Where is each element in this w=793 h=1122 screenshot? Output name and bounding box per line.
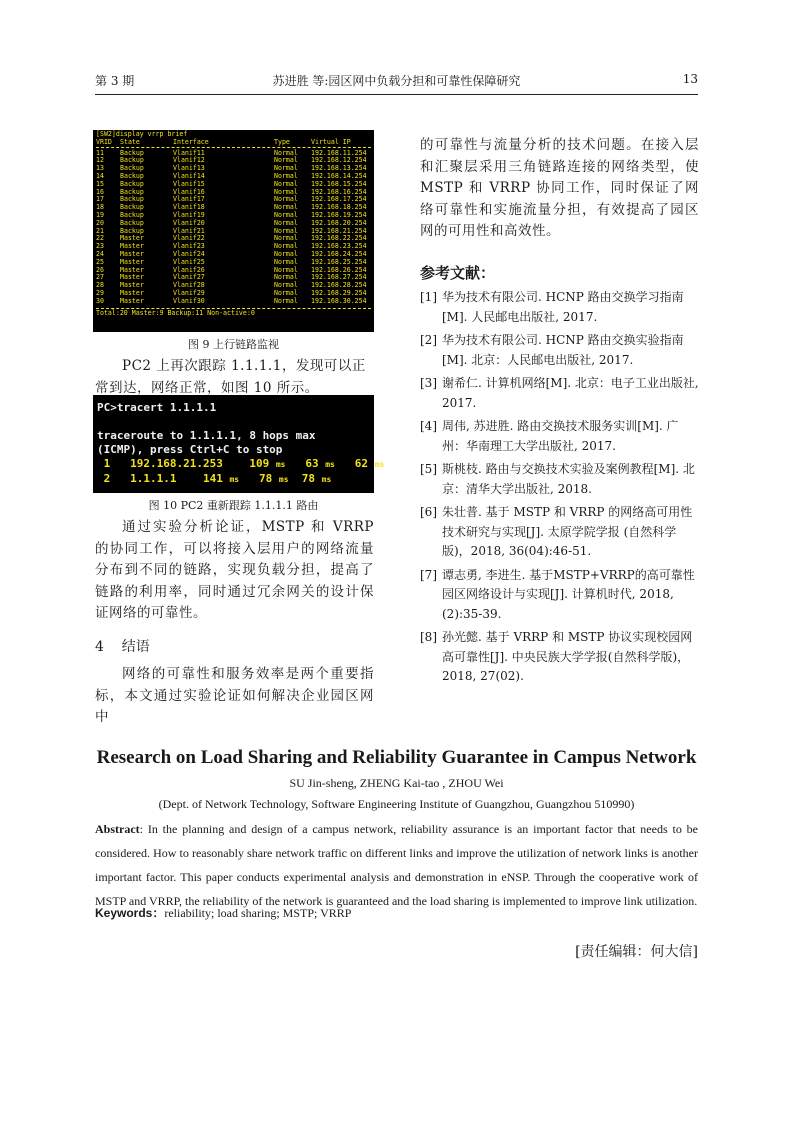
reference-text: 华为技术有限公司. HCNP 路由交换学习指南[M]. 人民邮电出版社, 2017.: [442, 290, 684, 324]
page-number: 13: [682, 72, 698, 86]
vrrp-table-row: 25 Master Vlanif25 Normal 192.168.25.254: [96, 257, 367, 266]
running-header: [95, 70, 698, 94]
references-heading: 参考文献：: [420, 264, 496, 282]
paragraph: 的可靠性与流量分析的技术问题。在接入层和汇聚层采用三角链路连接的网络类型，使 MSTP 和 VRRP 协同工作，同时保证了网络可靠性和实施流量分担，有效提高了园区网的可用性和高效性。: [420, 137, 699, 239]
vrrp-table-row: 20 Backup Vlanif20 Normal 192.168.20.254: [96, 218, 367, 227]
vrrp-table-row: 13 Backup Vlanif13 Normal 192.168.13.254: [96, 164, 367, 173]
vrrp-table-row: 27 Master Vlanif27 Normal 192.168.27.254: [96, 273, 367, 282]
reference-text: 朱壮普. 基于 MSTP 和 VRRP 的网络高可用性技术研究与实现[J]. 太原学院学报 (自然科学版)，2018, 36(04):46-51.: [442, 505, 693, 558]
issue-number: 第 3 期: [95, 74, 135, 88]
vrrp-table-row: 30 Master Vlanif30 Normal 192.168.30.254: [96, 296, 367, 305]
keywords-label: Keywords：: [95, 906, 165, 920]
vrrp-table-row: 29 Master Vlanif29 Normal 192.168.29.254: [96, 288, 367, 297]
reference-number: [1]: [420, 290, 437, 304]
tracert-terminal-screenshot: [93, 395, 385, 493]
abstract: [95, 817, 698, 913]
reference-number: [6]: [420, 505, 437, 519]
reference-text: 孙光懿. 基于 VRRP 和 MSTP 协议实现校园网高可靠性[J]. 中央民族大学学报(自然科学版)，2018, 27(02).: [442, 630, 693, 683]
vrrp-table-row: 16 Backup Vlanif16 Normal 192.168.16.254: [96, 187, 367, 196]
reference-item: [420, 566, 699, 625]
header-rule: [95, 94, 698, 95]
reference-text: 华为技术有限公司. HCNP 路由交换实验指南[M]. 北京：人民邮电出版社, 2017.: [442, 333, 684, 367]
reference-text: 斯桃枝. 路由与交换技术实验及案例教程[M]. 北京：清华大学出版社, 2018.: [442, 462, 695, 496]
vrrp-table-row: 15 Backup Vlanif15 Normal 192.168.15.254: [96, 179, 367, 188]
reference-item: [420, 417, 699, 456]
paragraph: 网络的可靠性和服务效率是两个重要指标，本文通过实验论证如何解决企业园区网中: [95, 666, 374, 725]
reference-text: 周伟, 苏进胜. 路由交换技术服务实训[M]. 广州：华南理工大学出版社, 2017.: [442, 419, 679, 453]
reference-number: [4]: [420, 419, 437, 433]
abstract-text: : In the planning and design of a campus network, reliability assurance is an important factor that needs to be considered. How to reasonably share network traffic on different links and improve the utilization of network links is another important factor. This paper conducts experimental analysis and demonstration in eNSP. Through the cooperative work of MSTP and VRRP, the reliability of the network is guaranteed and the load sharing is implemented to improve link utilization.: [95, 822, 698, 908]
vrrp-table-row: 17 Backup Vlanif17 Normal 192.168.17.254: [96, 195, 367, 204]
reference-item: [420, 628, 699, 687]
vrrp-column-header: VRID State Interface Type Virtual IP: [96, 137, 351, 146]
tracert-hop-row: 2 1.1.1.1 141 ms 78 ms 78 ms: [103, 472, 332, 485]
reference-item: [420, 331, 699, 370]
authors: SU Jin-sheng, ZHENG Kai-tao , ZHOU Wei: [289, 776, 504, 790]
reference-text: 谭志勇, 李进生. 基于MSTP+VRRP的高可靠性园区网络设计与实现[J]. 计算机时代, 2018, (2):35-39.: [442, 567, 695, 621]
figure-10-caption: 图 10 PC2 重新跟踪 1.1.1.1 路由: [148, 499, 319, 512]
english-title: Research on Load Sharing and Reliability Guarantee in Campus Network: [96, 747, 697, 768]
vrrp-table-row: 24 Master Vlanif24 Normal 192.168.24.254: [96, 249, 367, 258]
vrrp-table-row: 18 Backup Vlanif18 Normal 192.168.18.254: [96, 203, 367, 212]
section-heading: [95, 636, 150, 656]
tracert-hop-row: 1 192.168.21.253 109 ms 63 ms 62 ms: [103, 457, 385, 470]
running-title: 苏进胜 等:园区网中负载分担和可靠性保障研究: [272, 74, 521, 88]
vrrp-terminal-screenshot: [93, 130, 374, 332]
vrrp-summary: Total:20 Master:9 Backup:11 Non-active:0: [96, 308, 255, 317]
vrrp-table-row: 23 Master Vlanif23 Normal 192.168.23.254: [96, 242, 367, 251]
reference-number: [3]: [420, 376, 437, 390]
tracert-command: PC>tracert 1.1.1.1: [97, 401, 217, 414]
vrrp-table-row: 28 Master Vlanif28 Normal 192.168.28.254: [96, 281, 367, 290]
paragraph: 通过实验分析论证，MSTP 和 VRRP 的协同工作，可以将接入层用户的网络流量分布到不同的链路，实现负载分担，提高了链路的利用率，同时通过冗余网关的设计保证网络的可靠性。: [95, 519, 374, 621]
vrrp-table-row: 22 Master Vlanif22 Normal 192.168.22.254: [96, 234, 367, 243]
terminal-separator: [96, 147, 371, 148]
tracert-info-line: traceroute to 1.1.1.1, 8 hops max: [97, 429, 316, 442]
keywords-text: reliability; load sharing; MSTP; VRRP: [164, 906, 352, 920]
reference-number: [5]: [420, 462, 437, 476]
reference-number: [8]: [420, 630, 437, 644]
section-title: 结语: [121, 639, 150, 655]
vrrp-rows: [93, 150, 374, 306]
vrrp-table-row: 14 Backup Vlanif14 Normal 192.168.14.254: [96, 171, 367, 180]
reference-item: [420, 288, 699, 327]
tracert-info-line: (ICMP), press Ctrl+C to stop: [97, 443, 283, 456]
vrrp-table-row: 12 Backup Vlanif12 Normal 192.168.12.254: [96, 156, 367, 165]
reference-number: [7]: [420, 567, 437, 582]
abstract-label: Abstract: [95, 822, 140, 836]
vrrp-command: [SW2]display vrrp brief: [96, 130, 188, 138]
reference-number: [2]: [420, 333, 437, 347]
vrrp-table-row: 26 Master Vlanif26 Normal 192.168.26.254: [96, 265, 367, 274]
reference-item: [420, 503, 699, 562]
figure-9-caption: 图 9 上行链路监视: [188, 338, 279, 351]
reference-item: [420, 460, 699, 499]
vrrp-table-row: 21 Backup Vlanif21 Normal 192.168.21.254: [96, 226, 367, 235]
affiliation: (Dept. of Network Technology, Software Engineering Institute of Guangzhou, Guangzhou 510990): [158, 797, 635, 811]
reference-text: 谢希仁. 计算机网络[M]. 北京：电子工业出版社, 2017.: [442, 376, 699, 410]
paragraph: PC2 上再次跟踪 1.1.1.1，发现可以正常到达，网络正常，如图 10 所示。: [95, 358, 366, 396]
vrrp-table-row: 19 Backup Vlanif19 Normal 192.168.19.254: [96, 210, 367, 219]
reference-item: [420, 374, 699, 413]
editor-note: [责任编辑：何大信]: [575, 944, 698, 960]
references-list: [420, 288, 699, 691]
vrrp-table-row: 11 Backup Vlanif11 Normal 192.168.11.254: [96, 148, 367, 157]
section-number: 4: [95, 639, 104, 655]
keywords: [95, 904, 351, 921]
